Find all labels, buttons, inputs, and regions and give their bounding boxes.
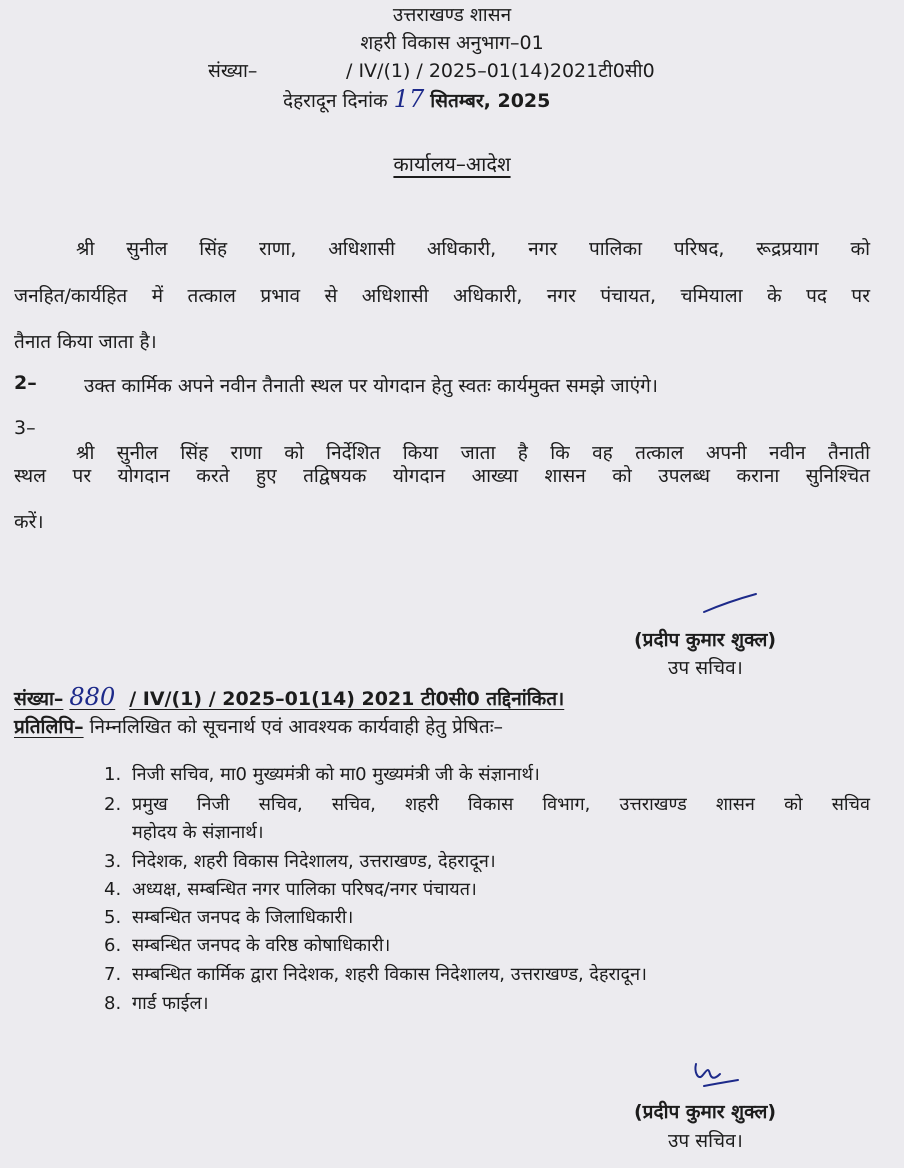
para3-number: 3– [14, 417, 36, 439]
para2-number: 2– [14, 372, 37, 394]
copy-number-line [14, 683, 564, 711]
department-name: शहरी विकास अनुभाग–01 [360, 32, 544, 54]
para2-text: उक्त कार्मिक अपने नवीन तैनाती स्थल पर योगदान हेतु स्वतः कार्यमुक्त समझे जाएंगे। [84, 375, 659, 397]
order-number-label: संख्या– [208, 60, 258, 82]
para1-line3: तैनात किया जाता है। [14, 331, 157, 353]
list-item: 2. प्रमुख निजी सचिव, सचिव, शहरी विकास विभाग, उत्तराखण्ड शासन को सचिव [104, 794, 870, 815]
handwritten-date: 17 [393, 85, 425, 113]
para3-line1: श्री सुनील सिंह राणा को निर्देशित किया जाता है कि वह तत्काल अपनी नवीन तैनाती [76, 442, 870, 464]
list-item: 7. सम्बन्धित कार्मिक द्वारा निदेशक, शहरी विकास निदेशालय, उत्तराखण्ड, देहरादून। [104, 964, 647, 985]
pratilipi-text: निम्नलिखित को सूचनार्थ एवं आवश्यक कार्यवाही हेतु प्रेषितः– [89, 716, 504, 738]
signature-stroke-2 [686, 1058, 742, 1092]
para2 [14, 372, 870, 397]
list-item: 3. निदेशक, शहरी विकास निदेशालय, उत्तराखण्ड, देहरादून। [104, 851, 496, 872]
copy-number: / IV/(1) / 2025–01(14) 2021 टी0सी0 तद्दिनांकित। [129, 688, 565, 710]
copy-number-label: संख्या– [14, 688, 64, 710]
list-item: 5. सम्बन्धित जनपद के जिलाधिकारी। [104, 907, 354, 928]
para1-line1: श्री सुनील सिंह राणा, अधिशासी अधिकारी, नगर पालिका परिषद, रूद्रप्रयाग को [76, 238, 870, 260]
para1-line2: जनहित/कार्यहित में तत्काल प्रभाव से अधिशासी अधिकारी, नगर पंचायत, चमियाला के पद पर [14, 285, 870, 307]
pratilipi-label: प्रतिलिपि– [14, 716, 84, 738]
document-title: कार्यालय–आदेश [393, 152, 511, 176]
list-item: 8. गार्ड फाईल। [104, 993, 209, 1014]
signatory-designation-1: उप सचिव। [668, 657, 743, 679]
list-item: 6. सम्बन्धित जनपद के वरिष्ठ कोषाधिकारी। [104, 935, 391, 956]
signature-stroke-1 [700, 592, 760, 618]
list-item: 1. निजी सचिव, मा0 मुख्यमंत्री को मा0 मुख्यमंत्री जी के संज्ञानार्थ। [104, 764, 540, 785]
para3-line3: करें। [14, 511, 44, 533]
order-number: / IV/(1) / 2025–01(14)2021टी0सी0 [346, 60, 655, 82]
order-date [283, 86, 550, 114]
list-item: 4. अध्यक्ष, सम्बन्धित नगर पालिका परिषद/नगर पंचायत। [104, 879, 477, 900]
date-suffix: सितम्बर, 2025 [430, 90, 551, 112]
signatory-designation-2: उप सचिव। [668, 1130, 743, 1152]
signatory-name-2: (प्रदीप कुमार शुक्ल) [634, 1101, 777, 1123]
signatory-name-1: (प्रदीप कुमार शुक्ल) [634, 629, 777, 651]
pratilipi-line [14, 713, 503, 739]
handwritten-dispatch-number: 880 [69, 683, 116, 711]
date-prefix: देहरादून दिनांक [283, 90, 388, 112]
para3-line1-row [14, 417, 870, 464]
document-page: उत्तराखण्ड शासन शहरी विकास अनुभाग–01 संख्या– / IV/(1) / 2025–01(14)2021टी0सी0 देहरादून दिनांक 17 सितम्बर, 2025 कार्यालय–आदेश श्री सुनील सिंह राणा, अधिशासी अधिकारी, नगर पालिका परिषद, रूद्रप्रयाग को जनहित/कार्यहित में तत्काल प्रभाव से अधिशासी अधिकारी, नगर पंचायत, चमियाला के पद पर तैनात किया जाता है। 2– उक्त कार्मिक अपने नवीन तैनाती स्थल पर योगदान हेतु स्वतः कार्यमुक्त समझे जाएंगे। 3– श्री सुनील सिंह राणा को निर्देशित किया जाता है कि वह तत्काल अपनी नवीन तैनाती स्थल पर योगदान करते हुए तद्विषयक योगदान आख्या शासन को उपलब्ध कराना सुनिश्चित करें। (प्रदीप कुमार शुक्ल) उप सचिव। संख्या– 880 / IV/(1) / 2025–01(14) 2021 टी0सी0 तद्दिनांकित। प्रतिलिपि– निम्नलिखित को सूचनार्थ एवं आवश्यक कार्यवाही हेतु प्रेषितः– 1. निजी सचिव, मा0 मुख्यमंत्री को मा0 मुख्यमंत्री जी के संज्ञानार्थ। 2. प्रमुख निजी सचिव, सचिव, शहरी विकास विभाग, उत्तराखण्ड शासन को सचिव महोदय के संज्ञानार्थ। 3. निदेशक, शहरी विकास निदेशालय, उत्तराखण्ड, देहरादून। 4. अध्यक्ष, सम्बन्धित नगर पालिका परिषद/नगर पंचायत। 5. सम्बन्धित जनपद के जिलाधिकारी। 6. सम्बन्धित जनपद के वरिष्ठ कोषाधिकारी। 7. सम्बन्धित कार्मिक द्वारा निदेशक, शहरी विकास निदेशालय, उत्तराखण्ड, देहरादून। 8. गार्ड फाईल। (प्रदीप कुमार शुक्ल) उप सचिव। [0, 0, 904, 1168]
para3-line2: स्थल पर योगदान करते हुए तद्विषयक योगदान आख्या शासन को उपलब्ध कराना सुनिश्चित [14, 465, 870, 487]
government-name: उत्तराखण्ड शासन [392, 4, 512, 26]
